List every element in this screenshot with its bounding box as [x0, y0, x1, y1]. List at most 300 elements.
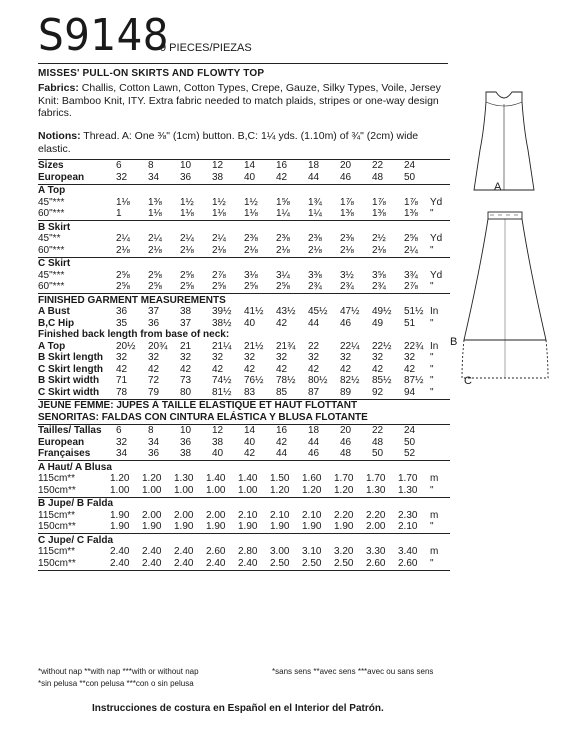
unit-label: In: [430, 306, 439, 317]
cell-value: 1¼: [276, 208, 290, 219]
unit-label: m: [430, 509, 439, 521]
cell-value: 44: [276, 448, 288, 459]
view-a-label: A: [494, 181, 502, 193]
cell-value: 22¼: [340, 340, 360, 352]
cell-value: 1½: [212, 196, 226, 208]
section-title: B Skirt: [38, 221, 71, 233]
cell-value: 1.40: [206, 473, 226, 484]
cell-value: 42: [244, 448, 256, 459]
cell-value: 2⅛: [276, 244, 290, 256]
view-c-label: C: [464, 375, 472, 387]
cell-value: 2¼: [180, 233, 194, 244]
cell-value: 81½: [212, 386, 232, 398]
cell-value: 1.20: [110, 473, 130, 484]
cell-value: 2⅛: [308, 244, 322, 256]
metric-yardage-row: [38, 485, 450, 497]
yardage-row: [38, 270, 450, 282]
cell-value: 2.10: [302, 509, 322, 521]
cell-value: 1.40: [238, 473, 258, 484]
cell-value: 2¼: [212, 233, 226, 244]
cell-value: 2⅝: [148, 281, 162, 292]
measurement-row: [38, 387, 450, 399]
cell-value: 40: [244, 317, 256, 329]
cell-value: 24: [404, 160, 416, 171]
cell-value: 32: [308, 352, 320, 363]
cell-value: 87: [308, 386, 320, 398]
measurement-row: [38, 375, 450, 387]
cell-value: 1¼: [308, 208, 322, 219]
cell-value: 12: [212, 425, 224, 436]
cell-value: 42: [212, 363, 224, 375]
cell-value: 2.40: [142, 557, 162, 569]
top-sketch: [468, 90, 540, 195]
cell-value: 1.30: [366, 484, 386, 496]
row-label: 115cm**: [38, 473, 76, 484]
cell-value: 2.50: [270, 557, 290, 569]
yardage-row: [38, 197, 450, 209]
yardage-row: [38, 208, 450, 220]
cell-value: 80½: [308, 375, 328, 386]
row-label: A Bust: [38, 306, 70, 317]
metric-yardage-row: [38, 473, 450, 485]
cell-value: 2⅝: [244, 281, 258, 292]
cell-value: 1.20: [142, 473, 162, 484]
cell-value: 2¼: [148, 233, 162, 244]
unit-label: ": [430, 521, 434, 532]
cell-value: 20: [340, 160, 352, 171]
cell-value: 2.10: [270, 509, 290, 521]
cell-value: 36: [180, 436, 192, 448]
cell-value: 72: [148, 375, 160, 386]
cell-value: 21¼: [212, 340, 232, 352]
cell-value: 3⅝: [372, 269, 386, 281]
cell-value: 1.60: [302, 473, 322, 484]
cell-value: 48: [372, 436, 384, 448]
cell-value: 2⅛: [180, 244, 194, 256]
cell-value: 92: [372, 386, 384, 398]
pattern-number: S9148: [38, 10, 170, 61]
unit-label: m: [430, 473, 439, 484]
cell-value: 2.00: [366, 521, 386, 532]
cell-value: 32: [372, 352, 384, 363]
unit-label: Yd: [430, 269, 443, 281]
cell-value: 1.90: [110, 521, 130, 532]
unit-label: ": [430, 386, 434, 398]
cell-value: 46: [340, 171, 352, 183]
cell-value: 1.00: [142, 484, 162, 496]
metric-size-row: [38, 448, 450, 460]
cell-value: 2¼: [116, 233, 130, 244]
cell-value: 14: [244, 425, 256, 436]
cell-value: 1.00: [174, 484, 194, 496]
cell-value: 42: [276, 436, 288, 448]
row-label: 150cm**: [38, 521, 76, 532]
cell-value: 21: [180, 340, 192, 352]
cell-value: 49½: [372, 306, 392, 317]
cell-value: 1.00: [206, 484, 226, 496]
cell-value: 79: [148, 386, 160, 398]
cell-value: 1.90: [302, 521, 322, 532]
cell-value: 2.00: [142, 509, 162, 521]
cell-value: 34: [148, 171, 160, 183]
cell-value: 20¾: [148, 340, 168, 352]
cell-value: 3.00: [270, 546, 290, 557]
cell-value: 38: [180, 448, 192, 459]
cell-value: 2.40: [110, 546, 130, 557]
cell-value: 50: [404, 436, 416, 448]
cell-value: 1⅜: [404, 208, 418, 219]
cell-value: 38: [212, 436, 224, 448]
cell-value: 46: [340, 317, 352, 329]
cell-value: 74½: [212, 375, 232, 386]
row-label: 150cm**: [38, 484, 76, 496]
cell-value: 2⅞: [404, 281, 418, 292]
cell-value: 2.20: [334, 509, 354, 521]
row-label: C Skirt width: [38, 386, 100, 398]
cell-value: 2⅝: [116, 269, 130, 281]
cell-value: 2¾: [308, 281, 322, 292]
cell-value: 76½: [244, 375, 264, 386]
unit-label: ": [430, 352, 434, 363]
cell-value: 78: [116, 386, 128, 398]
sizes-row: [38, 160, 450, 172]
cell-value: 47½: [340, 306, 360, 317]
cell-value: 18: [308, 425, 320, 436]
cell-value: 2¾: [372, 281, 386, 292]
cell-value: 89: [340, 386, 352, 398]
cell-value: 2.30: [398, 509, 418, 521]
cell-value: 1⅜: [340, 208, 354, 219]
cell-value: 3⅜: [308, 269, 322, 281]
cell-value: 42: [308, 363, 320, 375]
cell-value: 42: [276, 171, 288, 183]
unit-label: ": [430, 484, 434, 496]
cell-value: 22: [372, 160, 384, 171]
cell-value: 34: [148, 436, 160, 448]
cell-value: 1.50: [270, 473, 290, 484]
unit-label: ": [430, 244, 434, 256]
cell-value: 1.90: [174, 521, 194, 532]
cell-value: 32: [212, 352, 224, 363]
fabrics-paragraph: [38, 82, 453, 120]
cell-value: 2⅛: [244, 244, 258, 256]
cell-value: 42: [148, 363, 160, 375]
cell-value: 85½: [372, 375, 392, 386]
cell-value: 32: [244, 352, 256, 363]
yardage-row: [38, 281, 450, 293]
row-label: 60"***: [38, 244, 65, 256]
cell-value: 1.30: [398, 484, 418, 496]
cell-value: 36: [148, 317, 160, 329]
cell-value: 71: [116, 375, 128, 386]
metric-section-title: C Jupe/ C Falda: [38, 534, 114, 546]
cell-value: 21½: [244, 340, 264, 352]
cell-value: 42: [372, 363, 384, 375]
cell-value: 1.90: [238, 521, 258, 532]
unit-label: ": [430, 557, 434, 569]
cell-value: 46: [308, 448, 320, 459]
row-label: 115cm**: [38, 546, 76, 557]
imperial-yardage-table: [38, 158, 450, 571]
cell-value: 2⅞: [212, 269, 226, 281]
cell-value: 82½: [340, 375, 360, 386]
cell-value: 38: [180, 306, 192, 317]
unit-label: m: [430, 546, 439, 557]
cell-value: 8: [148, 425, 154, 436]
row-label: B Skirt width: [38, 375, 100, 386]
row-label: European: [38, 171, 85, 183]
cell-value: 3.30: [366, 546, 386, 557]
cell-value: 2.00: [174, 509, 194, 521]
measurement-row: [38, 306, 450, 318]
unit-label: ": [430, 208, 434, 219]
cell-value: 36: [148, 448, 160, 459]
cell-value: 83: [244, 386, 256, 398]
cell-value: 44: [308, 317, 320, 329]
measurement-row: [38, 364, 450, 376]
cell-value: 32: [276, 352, 288, 363]
european-row: [38, 172, 450, 184]
cell-value: 2.60: [206, 546, 226, 557]
fabrics-label: Fabrics:: [38, 82, 79, 94]
header-rule: [38, 63, 448, 64]
cell-value: 1.90: [206, 521, 226, 532]
metric-section-title: B Jupe/ B Falda: [38, 498, 114, 509]
row-label: Sizes: [38, 160, 64, 171]
cell-value: 2¼: [404, 244, 418, 256]
cell-value: 2⅜: [244, 233, 258, 244]
metric-size-row: [38, 425, 450, 437]
cell-value: 44: [308, 171, 320, 183]
cell-value: 16: [276, 160, 288, 171]
cell-value: 40: [244, 436, 256, 448]
metric-size-row: [38, 437, 450, 449]
cell-value: 46: [340, 436, 352, 448]
cell-value: 2⅝: [148, 269, 162, 281]
cell-value: 3½: [340, 269, 354, 281]
cell-value: 49: [372, 317, 384, 329]
cell-value: 1.90: [110, 509, 130, 521]
cell-value: 73: [180, 375, 192, 386]
row-label: 45"***: [38, 269, 65, 281]
cell-value: 3.20: [334, 546, 354, 557]
cell-value: 2⅜: [276, 233, 290, 244]
cell-value: 2.60: [398, 557, 418, 569]
cell-value: 51: [404, 317, 416, 329]
unit-label: ": [430, 375, 434, 386]
cell-value: 2.40: [174, 557, 194, 569]
cell-value: 1¾: [308, 196, 322, 208]
cell-value: 16: [276, 425, 288, 436]
cell-value: 2.40: [110, 557, 130, 569]
finished-measurements-title: FINISHED GARMENT MEASUREMENTS: [38, 294, 226, 306]
metric-yardage-row: [38, 510, 450, 522]
cell-value: 32: [148, 352, 160, 363]
cell-value: 42: [340, 363, 352, 375]
cell-value: 32: [340, 352, 352, 363]
footnote-english: *without nap **with nap ***with or without nap: [38, 667, 199, 676]
cell-value: 1.20: [270, 484, 290, 496]
pattern-title: MISSES' PULL-ON SKIRTS AND FLOWTY TOP: [38, 68, 265, 79]
cell-value: 1⅛: [116, 196, 130, 208]
cell-value: 37: [148, 306, 160, 317]
cell-value: 6: [116, 425, 122, 436]
cell-value: 38½: [212, 317, 232, 329]
cell-value: 3.10: [302, 546, 322, 557]
row-label: Françaises: [38, 448, 91, 459]
metric-yardage-row: [38, 558, 450, 570]
cell-value: 1.20: [302, 484, 322, 496]
cell-value: 22: [372, 425, 384, 436]
cell-value: 32: [404, 352, 416, 363]
cell-value: 2⅝: [180, 281, 194, 292]
row-label: European: [38, 436, 85, 448]
cell-value: 42: [116, 363, 128, 375]
cell-value: 2⅝: [404, 233, 418, 244]
cell-value: 1⅞: [340, 196, 354, 208]
cell-value: 1⅛: [180, 208, 194, 219]
cell-value: 1.90: [334, 521, 354, 532]
cell-value: 1: [116, 208, 122, 219]
cell-value: 1.70: [334, 473, 354, 484]
metric-yardage-row: [38, 546, 450, 558]
cell-value: 42: [276, 317, 288, 329]
cell-value: 80: [180, 386, 192, 398]
cell-value: 2⅛: [148, 244, 162, 256]
cell-value: 3.40: [398, 546, 418, 557]
cell-value: 1.00: [110, 484, 130, 496]
cell-value: 32: [116, 436, 128, 448]
cell-value: 2.40: [206, 557, 226, 569]
cell-value: 6: [116, 160, 122, 171]
section-title: A Top: [38, 185, 66, 196]
cell-value: 78½: [276, 375, 296, 386]
cell-value: 18: [308, 160, 320, 171]
cell-value: 3¼: [276, 269, 290, 281]
fabrics-text: Challis, Cotton Lawn, Cotton Types, Crepe, Gauze, Silky Types, Voile, Jersey Knit: Bamboo Knit, ITY. Extra fabric needed to match plaids, stripes or one-way design fabrics.: [38, 82, 441, 119]
cell-value: 42: [244, 363, 256, 375]
cell-value: 1.00: [238, 484, 258, 496]
measurement-row: [38, 352, 450, 364]
cell-value: 2.40: [174, 546, 194, 557]
notions-paragraph: [38, 130, 453, 155]
notions-label: Notions:: [38, 130, 81, 142]
row-label: 115cm**: [38, 509, 76, 521]
cell-value: 48: [372, 171, 384, 183]
cell-value: 2.50: [302, 557, 322, 569]
unit-label: Yd: [430, 196, 443, 208]
cell-value: 1.30: [174, 473, 194, 484]
cell-value: 1.70: [366, 473, 386, 484]
cell-value: 34: [116, 448, 128, 459]
spanish-instructions-note: Instrucciones de costura en Español en el Interior del Patrón.: [92, 703, 384, 714]
cell-value: 1½: [244, 196, 258, 208]
cell-value: 1.70: [398, 473, 418, 484]
cell-value: 2.80: [238, 546, 258, 557]
cell-value: 37: [180, 317, 192, 329]
cell-value: 1⅝: [276, 196, 290, 208]
cell-value: 8: [148, 160, 154, 171]
cell-value: 2⅝: [116, 281, 130, 292]
cell-value: 87½: [404, 375, 424, 386]
cell-value: 24: [404, 425, 416, 436]
cell-value: 2⅝: [180, 269, 194, 281]
cell-value: 40: [244, 171, 256, 183]
section-title: C Skirt: [38, 258, 71, 269]
cell-value: 2.10: [238, 509, 258, 521]
metric-yardage-row: [38, 521, 450, 533]
french-title: JEUNE FEMME: JUPES À TAILLE ÉLASTIQUE ET HAUT FLOTTANT: [38, 400, 358, 411]
cell-value: 2⅝: [276, 281, 290, 292]
cell-value: 22½: [372, 340, 392, 352]
view-b-label: B: [450, 336, 458, 348]
cell-value: 2¾: [340, 281, 354, 292]
cell-value: 48: [340, 448, 352, 459]
cell-value: 1⅞: [404, 196, 418, 208]
cell-value: 1½: [180, 196, 194, 208]
cell-value: 20: [340, 425, 352, 436]
measurement-row: [38, 318, 450, 330]
row-label: 45"**: [38, 233, 61, 244]
cell-value: 50: [404, 171, 416, 183]
cell-value: 1⅜: [148, 196, 162, 208]
notions-text: Thread. A: One ⅜" (1cm) button. B,C: 1¼ yds. (1.10m) of ¾" (2cm) wide elastic.: [38, 130, 419, 155]
row-label: B Skirt length: [38, 352, 104, 363]
unit-label: ": [430, 363, 434, 375]
footnote-french: *sans sens **avec sens ***avec ou sans sens: [272, 667, 434, 676]
cell-value: 3⅛: [244, 269, 258, 281]
cell-value: 1⅛: [244, 208, 258, 219]
cell-value: 1.90: [142, 521, 162, 532]
unit-label: ": [430, 281, 434, 292]
cell-value: 2⅜: [308, 233, 322, 244]
cell-value: 2⅝: [212, 281, 226, 292]
cell-value: 38: [212, 171, 224, 183]
pieces-count: 9 PIECES/PIEZAS: [160, 42, 252, 54]
table-rule: [38, 570, 450, 571]
footnote-spanish: *sin pelusa **con pelusa ***con o sin pelusa: [38, 679, 194, 688]
cell-value: 45½: [308, 306, 328, 317]
cell-value: 36: [116, 306, 128, 317]
cell-value: 1⅞: [372, 196, 386, 208]
cell-value: 2½: [372, 233, 386, 244]
cell-value: 42: [276, 363, 288, 375]
cell-value: 32: [116, 352, 128, 363]
skirts-sketch: [460, 210, 550, 385]
cell-value: 2⅛: [340, 244, 354, 256]
unit-label: In: [430, 340, 439, 352]
cell-value: 50: [372, 448, 384, 459]
cell-value: 1⅛: [148, 208, 162, 219]
cell-value: 1.90: [270, 521, 290, 532]
cell-value: 2.20: [366, 509, 386, 521]
row-label: A Top: [38, 340, 66, 352]
cell-value: 22¾: [404, 340, 424, 352]
row-label: Tailles/ Tallas: [38, 425, 102, 436]
cell-value: 22: [308, 340, 320, 352]
cell-value: 51½: [404, 306, 424, 317]
unit-label: Yd: [430, 233, 443, 244]
cell-value: 41½: [244, 306, 264, 317]
cell-value: 3¾: [404, 269, 418, 281]
cell-value: 2⅛: [116, 244, 130, 256]
cell-value: 43½: [276, 306, 296, 317]
measurement-row: [38, 341, 450, 353]
cell-value: 20½: [116, 340, 136, 352]
spanish-title: SENORITAS: FALDAS CON CINTURA ELÁSTICA Y BLUSA FLOTANTE: [38, 411, 368, 423]
cell-value: 2⅛: [212, 244, 226, 256]
row-label: 150cm**: [38, 557, 76, 569]
